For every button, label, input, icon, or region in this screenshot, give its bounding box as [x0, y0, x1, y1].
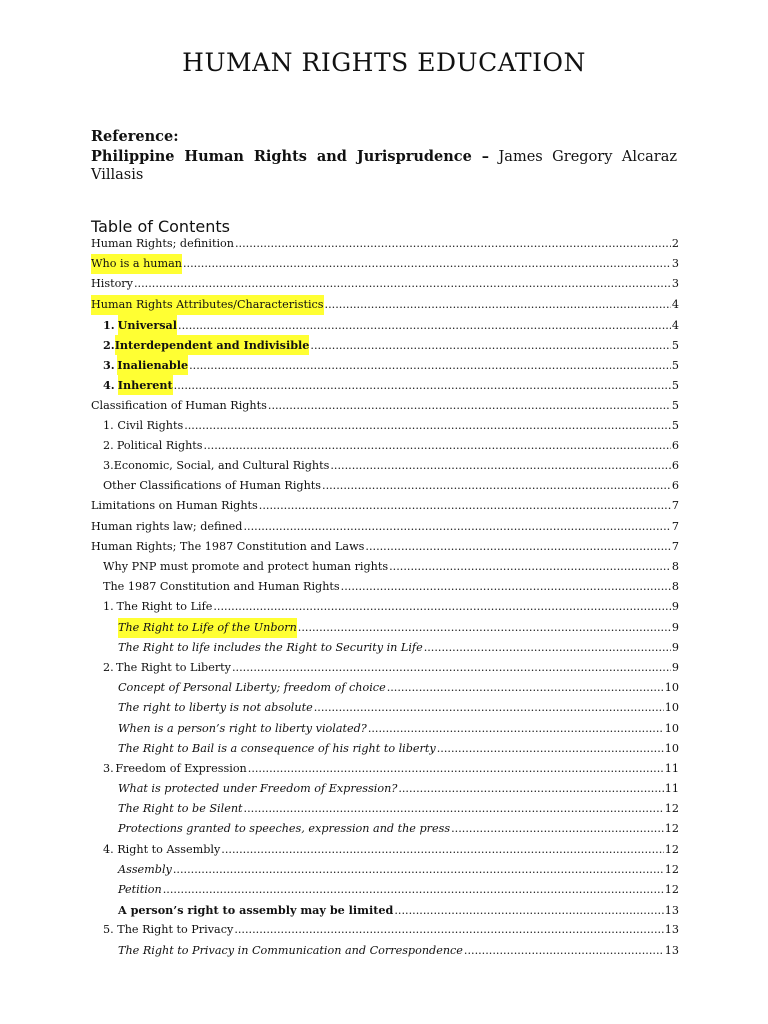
toc-heading: Table of Contents — [91, 217, 230, 236]
toc-page-number: 10 — [664, 701, 679, 715]
toc-entry-label: Protections granted to speeches, expression and the press — [118, 822, 451, 836]
toc-entry-number: 1. — [103, 600, 114, 614]
toc-entry[interactable] — [91, 920, 679, 940]
toc-dot-leader — [184, 416, 671, 436]
toc-dot-leader — [368, 719, 664, 739]
toc-dot-leader — [322, 476, 671, 496]
toc-page-number: 11 — [664, 782, 679, 796]
toc-page-number: 9 — [671, 600, 679, 614]
toc-dot-leader — [387, 678, 664, 698]
toc-dot-leader — [394, 901, 663, 921]
toc-dot-leader — [389, 557, 671, 577]
toc-entry-number: 4. — [103, 378, 115, 393]
toc-dot-leader — [163, 880, 664, 900]
toc-entry[interactable] — [91, 335, 679, 355]
toc-page-number: 4 — [671, 318, 679, 332]
toc-entry[interactable] — [91, 577, 679, 597]
toc-entry-label: Universal — [118, 315, 177, 335]
toc-dot-leader — [330, 456, 671, 476]
toc-entry-label: Inalienable — [117, 355, 188, 375]
toc-page-number: 5 — [671, 359, 679, 373]
toc-entry[interactable] — [91, 678, 679, 698]
toc-entry-label: The Right to Liberty — [115, 660, 231, 674]
toc-entry[interactable] — [91, 819, 679, 839]
toc-entry-label: The Right to Privacy in Communication and Correspondence — [118, 943, 463, 957]
toc-dot-leader — [243, 517, 670, 537]
toc-page-number: 12 — [664, 842, 679, 856]
toc-dot-leader — [174, 376, 671, 396]
toc-page-number: 7 — [671, 519, 679, 533]
reference-citation — [91, 148, 677, 184]
toc-dot-leader — [298, 618, 671, 638]
toc-entry-label: The Right to Bail is a consequence of his right to liberty — [118, 741, 436, 755]
toc-entry-label: 4. Right to Assembly — [103, 842, 221, 856]
toc-entry-label: Freedom of Expression — [115, 761, 247, 775]
toc-entry[interactable] — [91, 880, 679, 900]
toc-entry[interactable] — [91, 496, 679, 516]
toc-page-number: 12 — [664, 883, 679, 896]
toc-entry-label: Other Classifications of Human Rights — [103, 479, 322, 493]
toc-entry[interactable] — [91, 517, 679, 537]
toc-page-number: 2 — [671, 237, 679, 250]
toc-page-number: 8 — [671, 580, 679, 594]
toc-entry-label: Who is a human — [91, 254, 182, 274]
toc-entry[interactable] — [91, 375, 679, 395]
toc-entry-number: 2. — [103, 660, 114, 674]
toc-dot-leader — [325, 295, 671, 315]
toc-entry-label: Human Rights; The 1987 Constitution and Laws — [91, 539, 365, 553]
toc-entry-label: 5. The Right to Privacy — [103, 923, 234, 937]
toc-page-number: 12 — [664, 822, 679, 836]
toc-page-number: 5 — [671, 379, 679, 393]
toc-dot-leader — [134, 274, 671, 294]
toc-page-number: 13 — [664, 943, 679, 957]
toc-page-number: 10 — [664, 721, 679, 735]
toc-entry-label: The Right to be Silent — [118, 802, 243, 816]
toc-entry-label: Inherent — [118, 375, 173, 395]
toc-dot-leader — [437, 739, 664, 759]
toc-entry[interactable] — [91, 537, 679, 557]
toc-entry[interactable] — [91, 658, 679, 678]
toc-entry-label: Economic, Social, and Cultural Rights — [113, 459, 330, 473]
toc-dot-leader — [424, 638, 671, 658]
toc-entry-number: 3. — [103, 459, 114, 473]
toc-entry[interactable] — [91, 274, 679, 294]
toc-entry[interactable] — [91, 416, 679, 436]
toc-entry[interactable] — [91, 597, 679, 617]
document-title: HUMAN RIGHTS EDUCATION — [182, 48, 586, 77]
toc-dot-leader — [204, 436, 671, 456]
reference-author: James Gregory Alcaraz Villasis — [91, 149, 677, 183]
toc-entry[interactable] — [91, 698, 679, 718]
toc-entry-label: Civil Rights — [117, 418, 184, 432]
toc-entry[interactable] — [91, 759, 679, 779]
toc-entry[interactable] — [91, 436, 679, 456]
toc-entry[interactable] — [91, 295, 679, 315]
toc-entry-label: What is protected under Freedom of Expression? — [118, 782, 398, 796]
toc-entry[interactable] — [91, 779, 679, 799]
toc-entry-label: The Right to Life — [116, 600, 213, 614]
toc-entry-label: Limitations on Human Rights — [91, 499, 258, 513]
toc-page-number: 10 — [664, 741, 679, 755]
toc-entry-label: Petition — [118, 883, 162, 896]
toc-entry-label: The Right to Life of the Unborn — [118, 618, 297, 638]
toc-page-number: 5 — [671, 418, 679, 432]
toc-entry-label: The Right to life includes the Right to Security in Life — [118, 640, 423, 654]
toc-dot-leader — [183, 254, 671, 274]
toc-dot-leader — [221, 840, 663, 860]
toc-entry-number: 2. — [103, 438, 114, 452]
toc-dot-leader — [451, 819, 664, 839]
toc-page-number: 11 — [664, 761, 679, 775]
toc-page-number: 12 — [664, 862, 679, 876]
toc-page-number: 7 — [671, 539, 679, 553]
toc-page-number: 6 — [671, 459, 679, 473]
toc-page-number: 8 — [671, 560, 679, 573]
toc-dot-leader — [235, 234, 671, 254]
table-of-contents — [91, 234, 679, 961]
toc-entry-label: History — [91, 277, 133, 291]
toc-page-number: 9 — [671, 660, 679, 674]
toc-entry-label: Why PNP must promote and protect human rights — [103, 560, 389, 573]
toc-entry[interactable] — [91, 557, 679, 577]
toc-page-number: 6 — [671, 479, 679, 493]
toc-page-number: 10 — [664, 681, 679, 695]
toc-entry[interactable] — [91, 456, 679, 476]
toc-dot-leader — [365, 537, 670, 557]
toc-entry-label: Human Rights Attributes/Characteristics — [91, 295, 324, 315]
toc-page-number: 5 — [671, 338, 679, 352]
toc-dot-leader — [314, 698, 664, 718]
toc-entry-label: Human rights law; defined — [91, 519, 243, 533]
toc-dot-leader — [464, 941, 664, 961]
reference-book-title: Philippine Human Rights and Jurisprudence – — [91, 148, 490, 165]
toc-dot-leader — [173, 860, 664, 880]
toc-entry-number: 1. — [103, 418, 114, 432]
toc-entry-label: A person’s right to assembly may be limited — [118, 903, 394, 918]
toc-entry[interactable] — [91, 860, 679, 880]
toc-dot-leader — [398, 779, 663, 799]
toc-entry-label: The right to liberty is not absolute — [118, 701, 313, 715]
toc-dot-leader — [341, 577, 671, 597]
toc-entry-number: 2. — [103, 337, 115, 352]
toc-dot-leader — [234, 920, 663, 940]
toc-entry-number: 3. — [103, 761, 114, 775]
toc-page-number: 5 — [671, 398, 679, 412]
toc-page-number: 12 — [664, 802, 679, 816]
toc-dot-leader — [248, 759, 664, 779]
toc-entry[interactable] — [91, 476, 679, 496]
toc-entry-number: 1. — [103, 317, 115, 332]
toc-entry-label: Political Rights — [116, 438, 203, 452]
toc-dot-leader — [178, 316, 671, 336]
toc-dot-leader — [268, 396, 671, 416]
toc-entry[interactable] — [91, 840, 679, 860]
toc-page-number: 9 — [671, 620, 679, 634]
toc-entry-label: Interdependent and Indivisible — [115, 335, 310, 355]
toc-page-number: 13 — [664, 904, 679, 918]
toc-dot-leader — [259, 496, 671, 516]
toc-entry[interactable] — [91, 941, 679, 961]
toc-entry-label: The 1987 Constitution and Human Rights — [103, 580, 340, 594]
toc-entry[interactable] — [91, 254, 679, 274]
toc-page-number: 3 — [671, 277, 679, 291]
toc-entry[interactable] — [91, 638, 679, 658]
toc-page-number: 7 — [671, 499, 679, 513]
toc-entry[interactable] — [91, 900, 679, 920]
toc-entry[interactable] — [91, 618, 679, 638]
toc-entry-label: When is a person’s right to liberty violated? — [118, 721, 367, 735]
toc-entry[interactable] — [91, 355, 679, 375]
toc-page-number: 13 — [664, 923, 679, 937]
toc-dot-leader — [232, 658, 671, 678]
toc-dot-leader — [189, 356, 671, 376]
toc-dot-leader — [310, 336, 670, 356]
toc-page-number: 6 — [671, 438, 679, 452]
toc-entry[interactable] — [91, 719, 679, 739]
toc-page-number: 3 — [671, 257, 679, 271]
toc-entry[interactable] — [91, 396, 679, 416]
reference-label: Reference: — [91, 128, 179, 145]
toc-entry-label: Human Rights; definition — [91, 237, 234, 250]
toc-dot-leader — [213, 597, 671, 617]
toc-entry[interactable] — [91, 739, 679, 759]
toc-entry-label: Concept of Personal Liberty; freedom of choice — [118, 681, 386, 695]
toc-page-number: 4 — [671, 297, 679, 311]
toc-entry-number: 3. — [103, 358, 115, 373]
toc-page-number: 9 — [671, 640, 679, 654]
toc-entry-label: Assembly — [118, 862, 172, 876]
toc-entry[interactable] — [91, 799, 679, 819]
toc-entry[interactable] — [91, 315, 679, 335]
toc-entry-label: Classification of Human Rights — [91, 398, 267, 412]
toc-dot-leader — [244, 799, 664, 819]
toc-entry[interactable] — [91, 234, 679, 254]
